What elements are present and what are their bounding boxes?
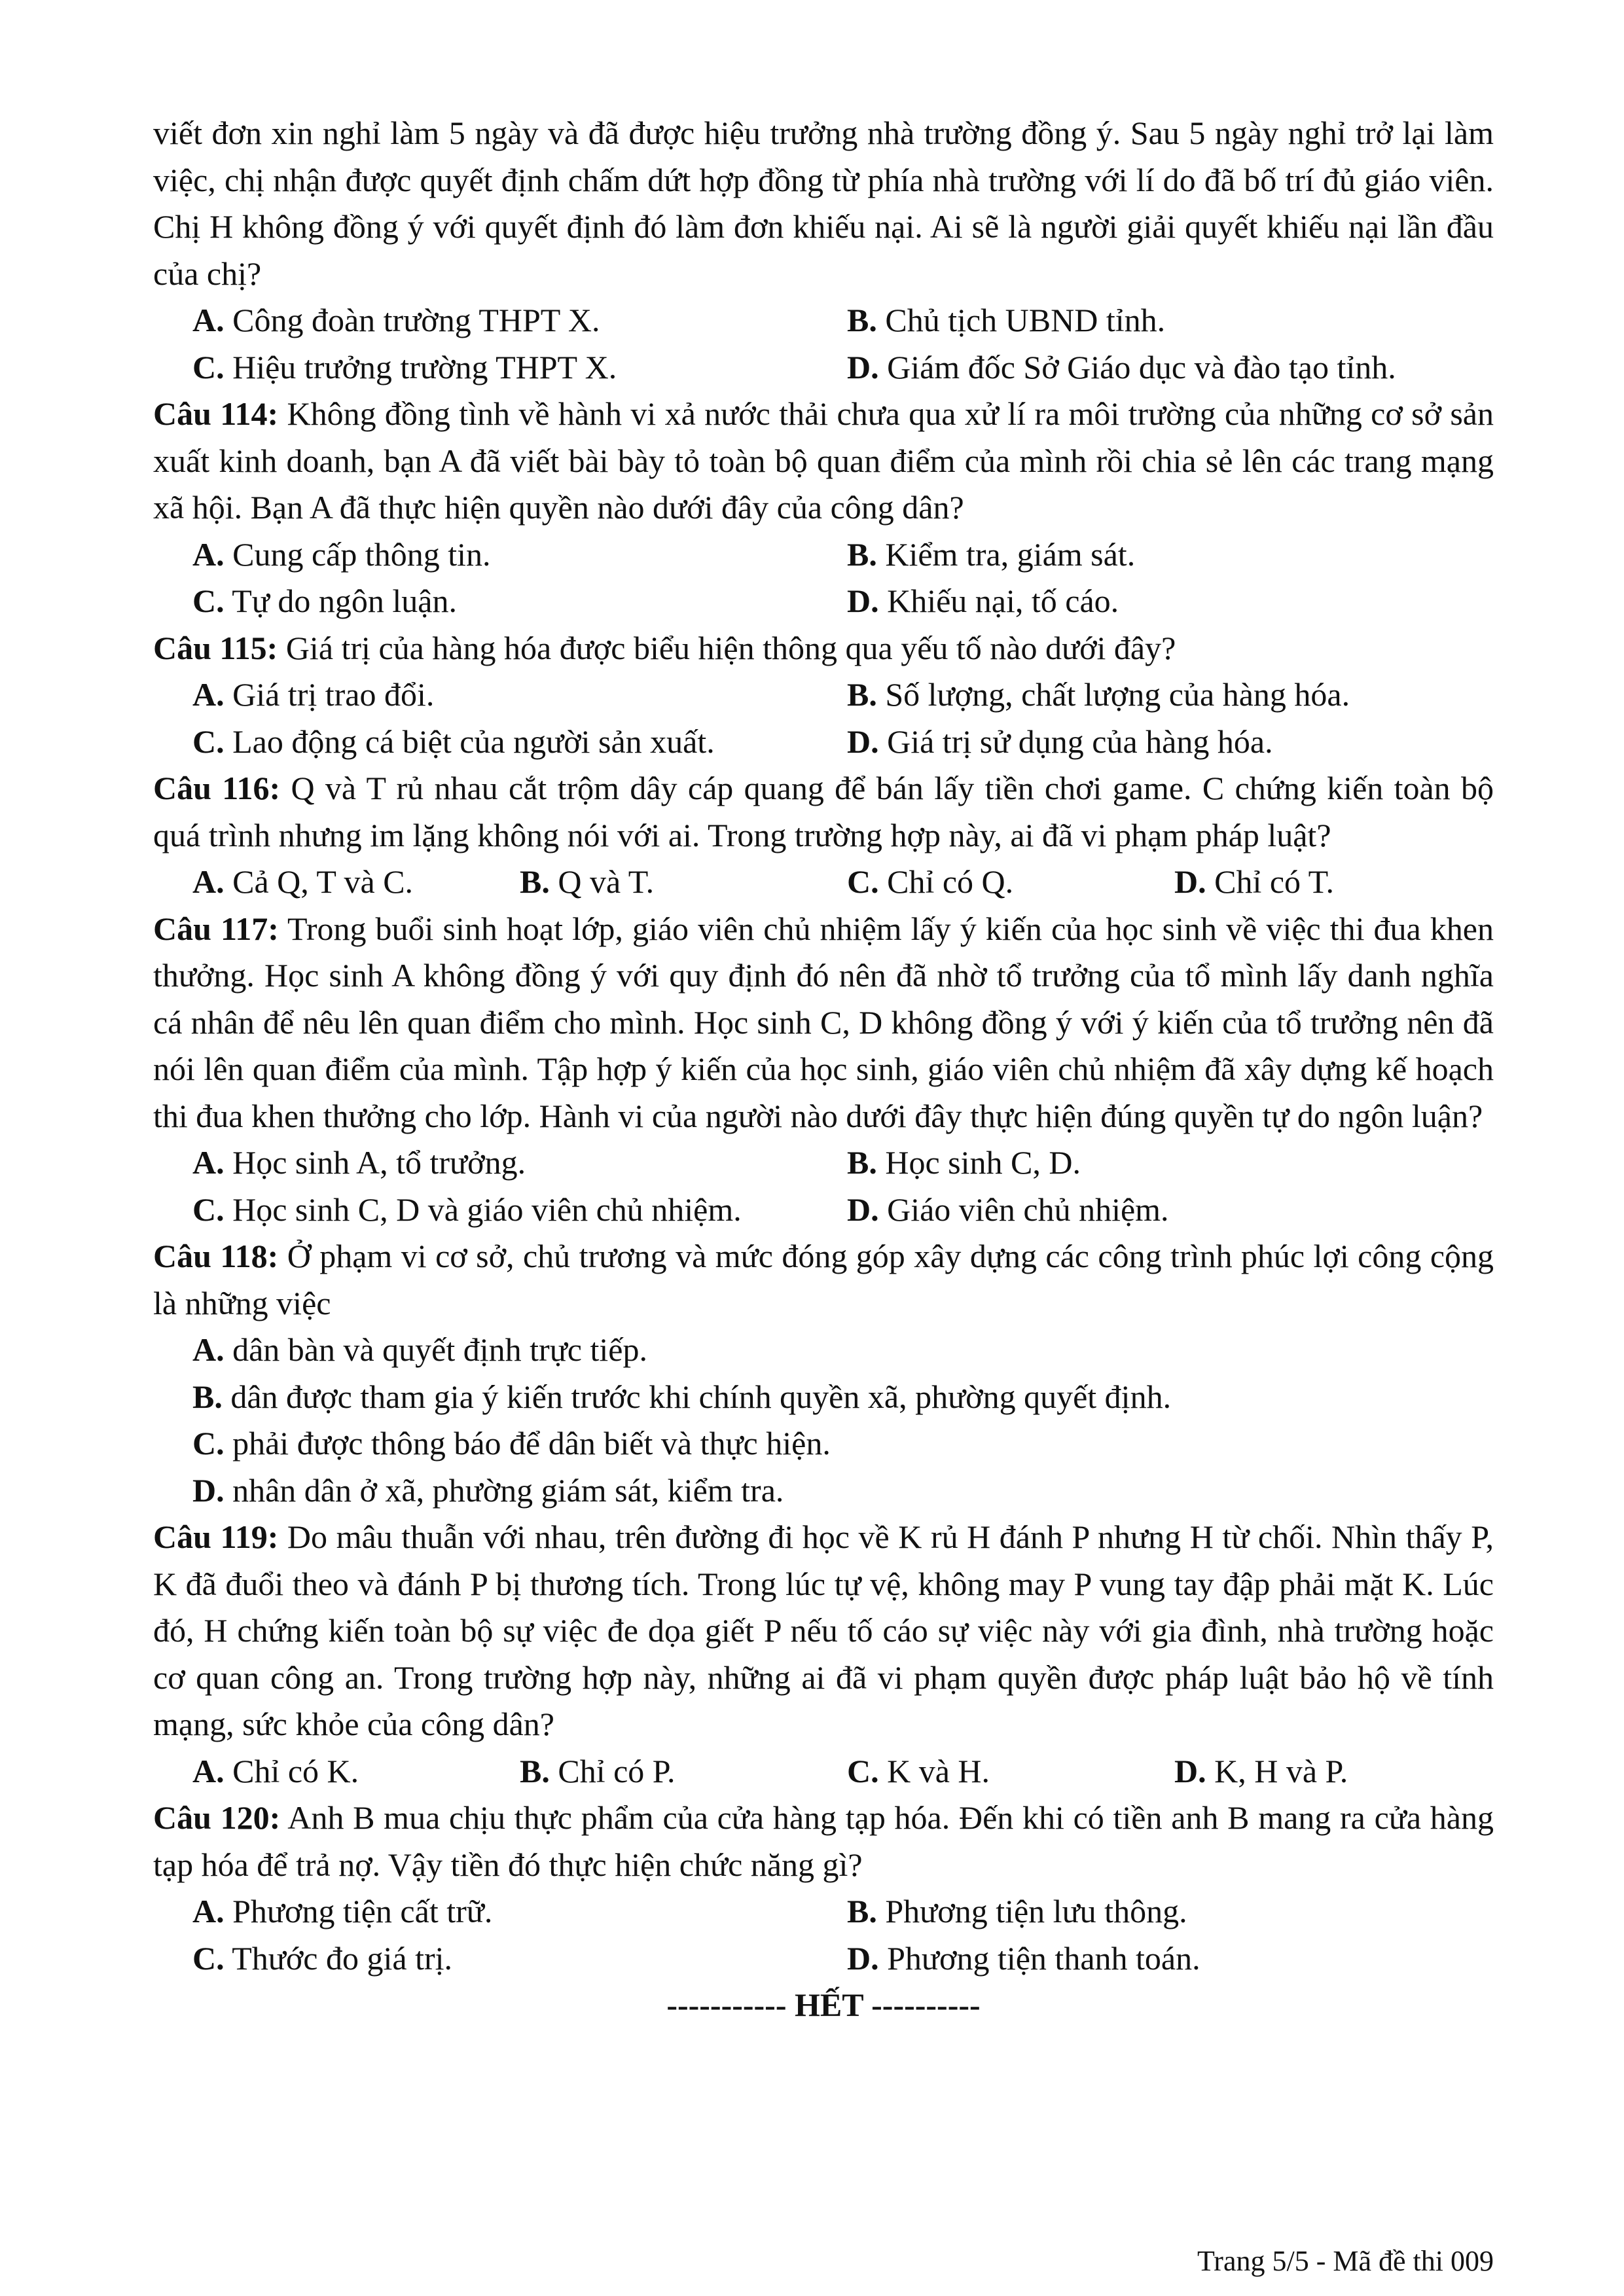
option-c: C. Chỉ có Q. [847,863,1014,900]
question-118 [153,1233,1494,1514]
option-b: B. dân được tham gia ý kiến trước khi chính quyền xã, phường quyết định. [192,1378,1172,1415]
option-b: B. Học sinh C, D. [847,1144,1081,1181]
question-text: Câu 115: Giá trị của hàng hóa được biểu hiện thông qua yếu tố nào dưới đây? [153,629,1176,666]
option-row [153,672,1494,719]
option-a: A. Cung cấp thông tin. [192,535,491,573]
option-d: D. Chỉ có T. [1174,863,1334,900]
question-text: Câu 119: Do mâu thuẫn với nhau, trên đường đi học về K rủ H đánh P nhưng H từ chối. Nhìn thấy P, K đã đuổi theo và đánh P bị thương tích. Trong lúc tự vệ, không may P vung tay đập phải mặt K. Lúc đó, H chứng kiến toàn bộ sự việc đe dọa giết P nếu tố cáo sự việc này với gia đình, nhà trường hoặc cơ quan công an. Trong trường hợp này, những ai đã vi phạm quyền được pháp luật bảo hộ về tính mạng, sức khỏe của công dân? [153,1518,1494,1742]
options-block [153,859,1494,906]
question-116 [153,765,1494,906]
question-text: Câu 114: Không đồng tình về hành vi xả nước thải chưa qua xử lí ra môi trường của những cơ sở sản xuất kinh doanh, bạn A đã viết bài bày tỏ toàn bộ quan điểm của mình rồi chia sẻ lên các trang mạng xã hội. Bạn A đã thực hiện quyền nào dưới đây của công dân? [153,395,1494,526]
options-block [153,1327,1494,1514]
options-block [153,1888,1494,1982]
options-block [153,1748,1494,1795]
option-a: A. Giá trị trao đổi. [192,676,435,713]
question-continuation: viết đơn xin nghỉ làm 5 ngày và đã được hiệu trưởng nhà trường đồng ý. Sau 5 ngày nghỉ trở lại làm việc, chị nhận được quyết định chấm dứt hợp đồng từ phía nhà trường với lí do đã bố trí đủ giáo viên. Chị H không đồng ý với quyết định đó làm đơn khiếu nại. Ai sẽ là người giải quyết khiếu nại lần đầu của chị? [153,115,1494,292]
question-number: Câu 119: [153,1518,279,1555]
option-row [153,1139,1494,1187]
option-c: C. Tự do ngôn luận. [192,583,457,619]
option-b: B. Chỉ có P. [520,1752,676,1789]
option-row [153,578,1494,625]
option-a: A. Cả Q, T và C. [192,863,414,900]
option-row [153,1888,1494,1935]
options-block [153,531,1494,625]
option-row [153,344,1494,391]
question-text: Câu 118: Ở phạm vi cơ sở, chủ trương và mức đóng góp xây dựng các công trình phúc lợi công cộng là những việc [153,1238,1494,1321]
option-d: D. Giá trị sử dụng của hàng hóa. [847,723,1273,760]
option-a: A. dân bàn và quyết định trực tiếp. [192,1331,647,1368]
option-c: C. K và H. [847,1752,990,1789]
option-b: B. Số lượng, chất lượng của hàng hóa. [847,676,1350,713]
end-marker: ----------- HẾT ---------- [666,1986,981,2023]
option-d: D. nhân dân ở xã, phường giám sát, kiểm tra. [192,1471,784,1509]
question-120 [153,1795,1494,1982]
option-d: D. K, H và P. [1174,1752,1348,1789]
question-117 [153,906,1494,1234]
question-number: Câu 115: [153,629,278,666]
option-c: C. Thước đo giá trị. [192,1939,453,1977]
option-row [153,719,1494,766]
option-d: D. Giáo viên chủ nhiệm. [847,1191,1169,1228]
option-row [153,1187,1494,1234]
question-114 [153,391,1494,625]
page-footer: Trang 5/5 - Mã đề thi 009 [1197,2245,1494,2277]
question-number: Câu 118: [153,1238,279,1274]
option-row [153,297,1494,344]
option-d: D. Phương tiện thanh toán. [847,1939,1200,1977]
options-block [153,1139,1494,1233]
option-a: A. Học sinh A, tổ trưởng. [192,1144,526,1181]
option-d: D. Giám đốc Sở Giáo dục và đào tạo tỉnh. [847,348,1396,386]
option-c: C. phải được thông báo để dân biết và thực hiện. [192,1425,831,1462]
option-b: B. Q và T. [520,863,655,900]
options-block [153,297,1494,391]
exam-content [153,110,1494,2029]
option-row [153,859,1494,906]
option-a: A. Chỉ có K. [192,1752,359,1789]
option-d: D. Khiếu nại, tố cáo. [847,583,1119,619]
option-c: C. Lao động cá biệt của người sản xuất. [192,723,715,760]
option-b: B. Kiểm tra, giám sát. [847,535,1136,573]
question-119 [153,1514,1494,1795]
question-text: Câu 117: Trong buổi sinh hoạt lớp, giáo viên chủ nhiệm lấy ý kiến của học sinh về việc thi đua khen thưởng. Học sinh A không đồng ý với quy định đó nên đã nhờ tổ trưởng của tổ mình lấy danh nghĩa cá nhân để nêu lên quan điểm cho mình. Học sinh C, D không đồng ý với ý kiến của tổ trưởng nên đã nói lên quan điểm của mình. Tập hợp ý kiến của học sinh, giáo viên chủ nhiệm đã xây dựng kế hoạch thi đua khen thưởng cho lớp. Hành vi của người nào dưới đây thực hiện đúng quyền tự do ngôn luận? [153,910,1494,1134]
option-row [153,531,1494,579]
option-c: C. Hiệu trưởng trường THPT X. [192,348,617,386]
option-row [153,1748,1494,1795]
option-b: B. Chủ tịch UBND tỉnh. [847,302,1166,338]
question-text: Câu 116: Q và T rủ nhau cắt trộm dây cáp quang để bán lấy tiền chơi game. C chứng kiến toàn bộ quá trình nhưng im lặng không nói với ai. Trong trường hợp này, ai đã vi phạm pháp luật? [153,770,1494,853]
question-text: Câu 120: Anh B mua chịu thực phẩm của cửa hàng tạp hóa. Đến khi có tiền anh B mang ra cửa hàng tạp hóa để trả nợ. Vậy tiền đó thực hiện chức năng gì? [153,1799,1494,1883]
option-a: A. Công đoàn trường THPT X. [192,302,600,338]
option-c: C. Học sinh C, D và giáo viên chủ nhiệm. [192,1191,742,1228]
question-number: Câu 120: [153,1799,281,1836]
question-number: Câu 114: [153,395,279,432]
option-a: A. Phương tiện cất trữ. [192,1893,493,1929]
question-number: Câu 116: [153,770,281,806]
option-row [153,1935,1494,1982]
question-115 [153,625,1494,766]
option-b: B. Phương tiện lưu thông. [847,1893,1187,1929]
question-number: Câu 117: [153,910,279,947]
options-block [153,672,1494,765]
